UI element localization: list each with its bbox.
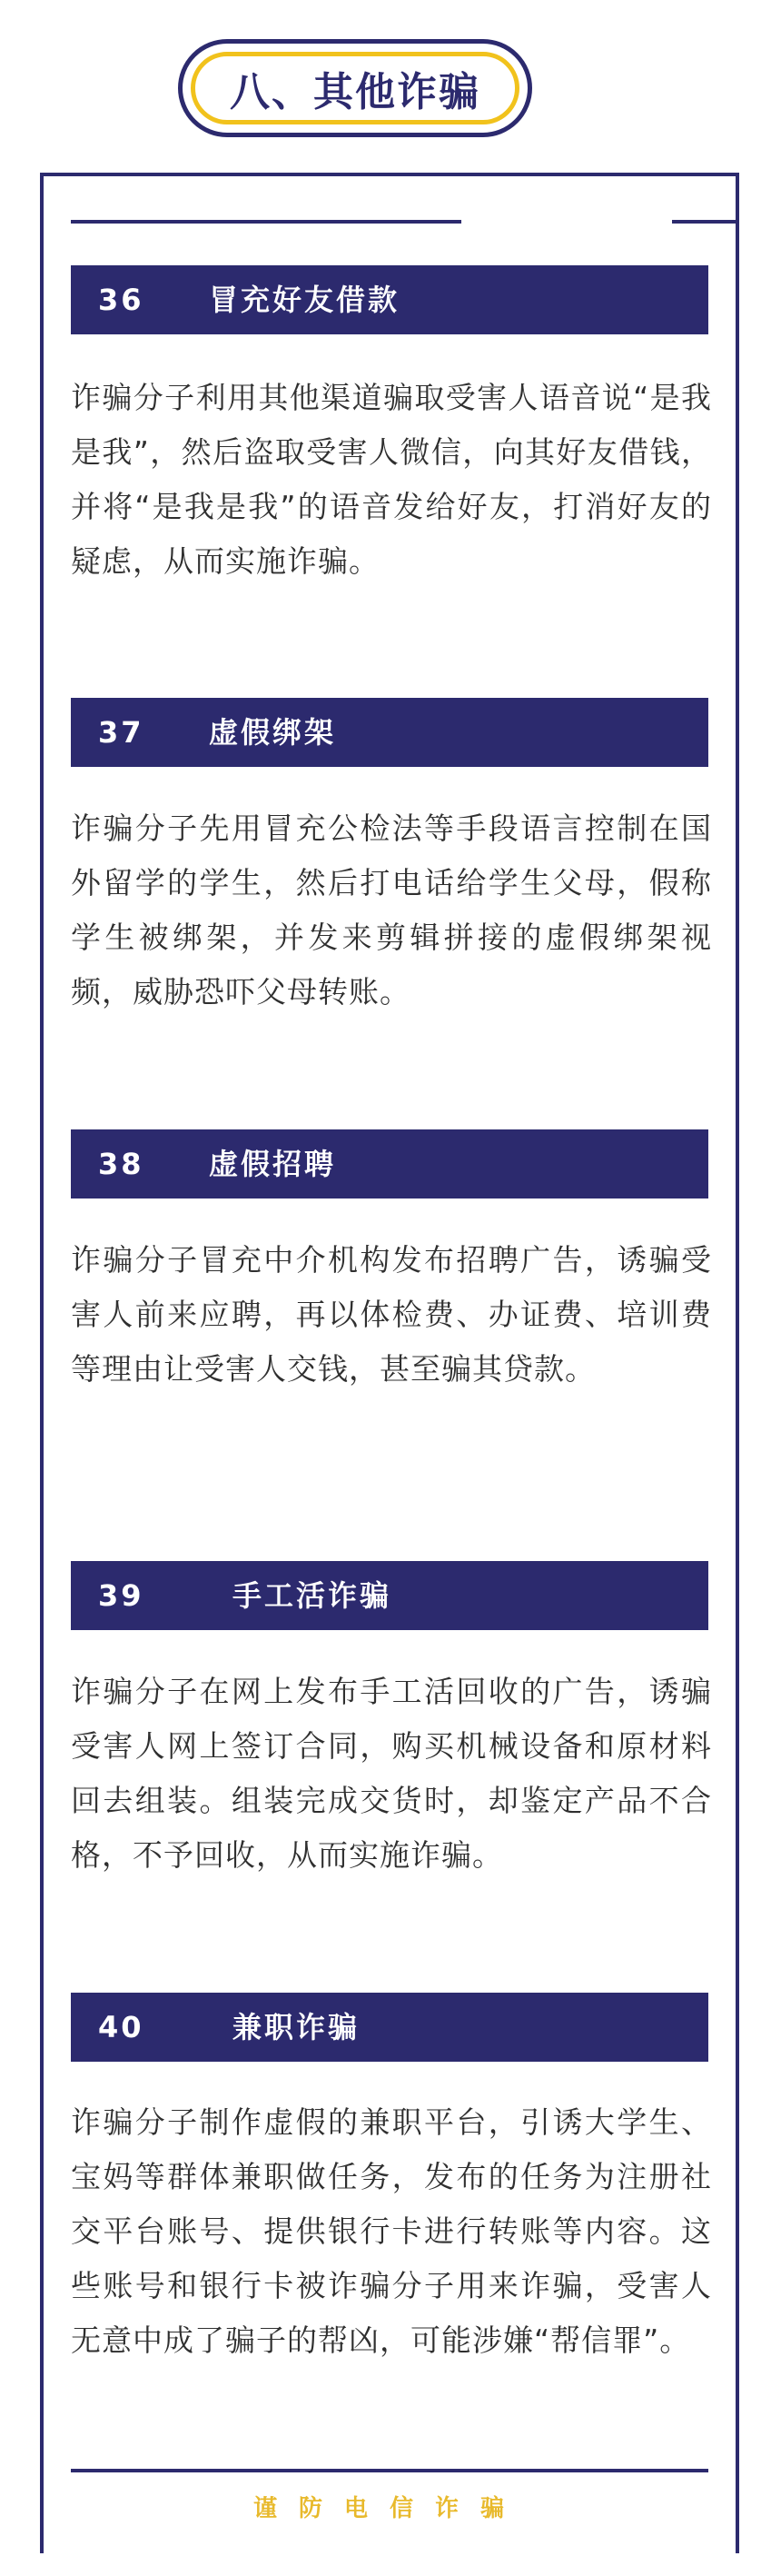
section-title: 冒充好友借款 (209, 283, 400, 317)
section-number: 39 (98, 1578, 144, 1613)
footer-slogan: 谨防电信诈骗 (252, 2495, 526, 2522)
section-title: 虚假绑架 (209, 715, 337, 750)
section-number: 38 (98, 1147, 144, 1181)
section-title: 虚假招聘 (209, 1147, 337, 1181)
section-title: 手工活诈骗 (232, 1578, 392, 1613)
section-number: 36 (98, 283, 144, 317)
section-body-36: 诈骗分子利用其他渠道骗取受害人语音说“是我是我”，然后盗取受害人微信，向其好友借钱，并将“是我是我”的语音发给好友，打消好友的疑虑，从而实施诈骗。 (71, 380, 712, 579)
section-header-38 (71, 1129, 708, 1198)
section-header-37 (71, 698, 708, 767)
section-header-39 (71, 1561, 708, 1630)
section-number: 37 (98, 715, 144, 750)
page-title: 八、其他诈骗 (230, 69, 480, 115)
footer-divider (71, 2469, 708, 2472)
section-header-36 (71, 265, 708, 334)
section-title: 兼职诈骗 (232, 2010, 361, 2044)
section-heading-pill (178, 39, 532, 137)
decorative-line (672, 220, 737, 224)
section-header-40 (71, 1993, 708, 2062)
section-body-38: 诈骗分子冒充中介机构发布招聘广告，诱骗受害人前来应聘，再以体检费、办证费、培训费等理由让受害人交钱，甚至骗其贷款。 (71, 1242, 712, 1387)
decorative-line (71, 220, 461, 224)
section-body-40: 诈骗分子制作虚假的兼职平台，引诱大学生、宝妈等群体兼职做任务，发布的任务为注册社交平台账号、提供银行卡进行转账等内容。这些账号和银行卡被诈骗分子用来诈骗，受害人无意中成了骗子的帮凶，可能涉嫌“帮信罪”。 (71, 2104, 712, 2358)
section-heading-inner-border (191, 52, 519, 124)
section-number: 40 (98, 2010, 144, 2044)
section-body-37: 诈骗分子先用冒充公检法等手段语言控制在国外留学的学生，然后打电话给学生父母，假称学生被绑架，并发来剪辑拼接的虚假绑架视频，威胁恐吓父母转账。 (71, 811, 712, 1010)
section-body-39: 诈骗分子在网上发布手工活回收的广告，诱骗受害人网上签订合同，购买机械设备和原材料回去组装。组装完成交货时，却鉴定产品不合格，不予回收，从而实施诈骗。 (71, 1674, 712, 1873)
content-frame-right-border (736, 173, 739, 2553)
